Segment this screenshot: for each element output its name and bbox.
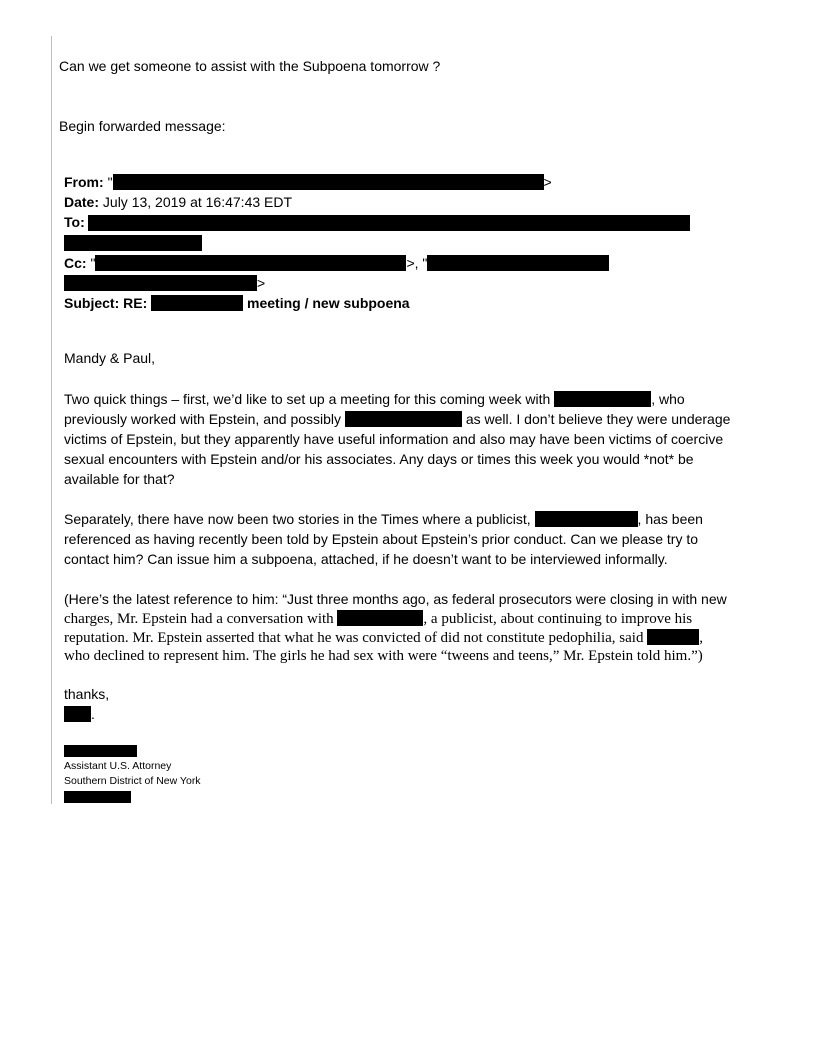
quote-text: reputation. Mr. Epstein asserted that what he was convicted of did not constitute pedophilia, said <box>64 630 644 646</box>
redaction <box>64 791 131 803</box>
quote-line: (Here’s the latest reference to him: “Just three months ago, as federal prosecutors were closing in with new <box>64 591 727 607</box>
body-text: , who <box>651 391 685 407</box>
body-line: referenced as having recently been told by Epstein about Epstein’s prior conduct. Can we please try to <box>64 531 699 547</box>
redaction <box>337 610 423 626</box>
from-label: From: <box>64 174 104 190</box>
body-line: contact him? Can issue him a subpoena, attached, if he doesn’t want to be interviewed informally. <box>64 551 668 567</box>
redaction <box>535 511 638 527</box>
closing: thanks, <box>64 686 110 702</box>
cc-prefix: " <box>90 255 96 271</box>
body-line: available for that? <box>64 471 175 487</box>
quote-text: , a publicist, about continuing to improve his <box>423 611 693 627</box>
to-line <box>64 212 85 232</box>
body-text: , has been <box>637 511 703 527</box>
body-line: victims of Epstein, but they apparently have useful information and also may have been victims of coercive <box>64 431 724 447</box>
quote-line <box>64 628 703 648</box>
quote-line <box>64 609 692 629</box>
redaction <box>64 745 137 757</box>
from-line <box>64 172 552 192</box>
redaction <box>427 255 609 271</box>
from-suffix: > <box>543 174 552 190</box>
cc-line <box>64 253 609 273</box>
body-text: Separately, there have now been two stories in the Times where a publicist, <box>64 511 531 527</box>
date-value: July 13, 2019 at 16:47:43 EDT <box>102 194 293 210</box>
body-line <box>64 409 730 429</box>
quote-bar <box>51 36 52 804</box>
body-line <box>64 509 703 529</box>
forward-note: Can we get someone to assist with the Subpoena tomorrow ? <box>59 58 441 74</box>
date-line <box>64 192 292 212</box>
closing-initials <box>64 704 95 724</box>
from-prefix: " <box>107 174 113 190</box>
cc-line-continued <box>64 273 265 293</box>
body-text: as well. I don’t believe they were underage <box>465 411 731 427</box>
date-label: Date: <box>64 194 100 210</box>
redaction <box>151 295 243 311</box>
quote-text: charges, Mr. Epstein had a conversation with <box>64 611 334 627</box>
redaction <box>64 706 91 722</box>
quote-text: , <box>699 630 703 646</box>
redaction <box>95 255 406 271</box>
body-text: Two quick things – first, we’d like to set up a meeting for this coming week with <box>64 391 551 407</box>
redaction <box>88 215 690 231</box>
begin-forwarded-label: Begin forwarded message: <box>59 118 226 134</box>
body-line <box>64 389 685 409</box>
cc-label: Cc: <box>64 255 87 271</box>
to-label: To: <box>64 214 85 230</box>
subject-line <box>64 293 410 313</box>
body-text: previously worked with Epstein, and possibly <box>64 411 342 427</box>
redaction <box>647 629 699 645</box>
greeting: Mandy & Paul, <box>64 350 156 366</box>
cc-mid: >, " <box>406 255 428 271</box>
redaction <box>64 275 257 291</box>
quote-line: who declined to represent him. The girls he had sex with were “tweens and teens,” Mr. Epstein told him.”) <box>64 648 703 664</box>
signature-title: Assistant U.S. Attorney <box>64 760 172 772</box>
redaction <box>554 391 651 407</box>
subject-label: Subject: RE: <box>64 295 148 311</box>
cc-suffix: > <box>257 275 266 291</box>
redaction <box>345 411 462 427</box>
redaction <box>64 235 202 251</box>
redaction <box>113 174 544 190</box>
closing-period: . <box>91 706 95 722</box>
signature-office: Southern District of New York <box>64 775 201 787</box>
body-line: sexual encounters with Epstein and/or his associates. Any days or times this week you would *not* be <box>64 451 694 467</box>
subject-text: meeting / new subpoena <box>247 295 410 311</box>
